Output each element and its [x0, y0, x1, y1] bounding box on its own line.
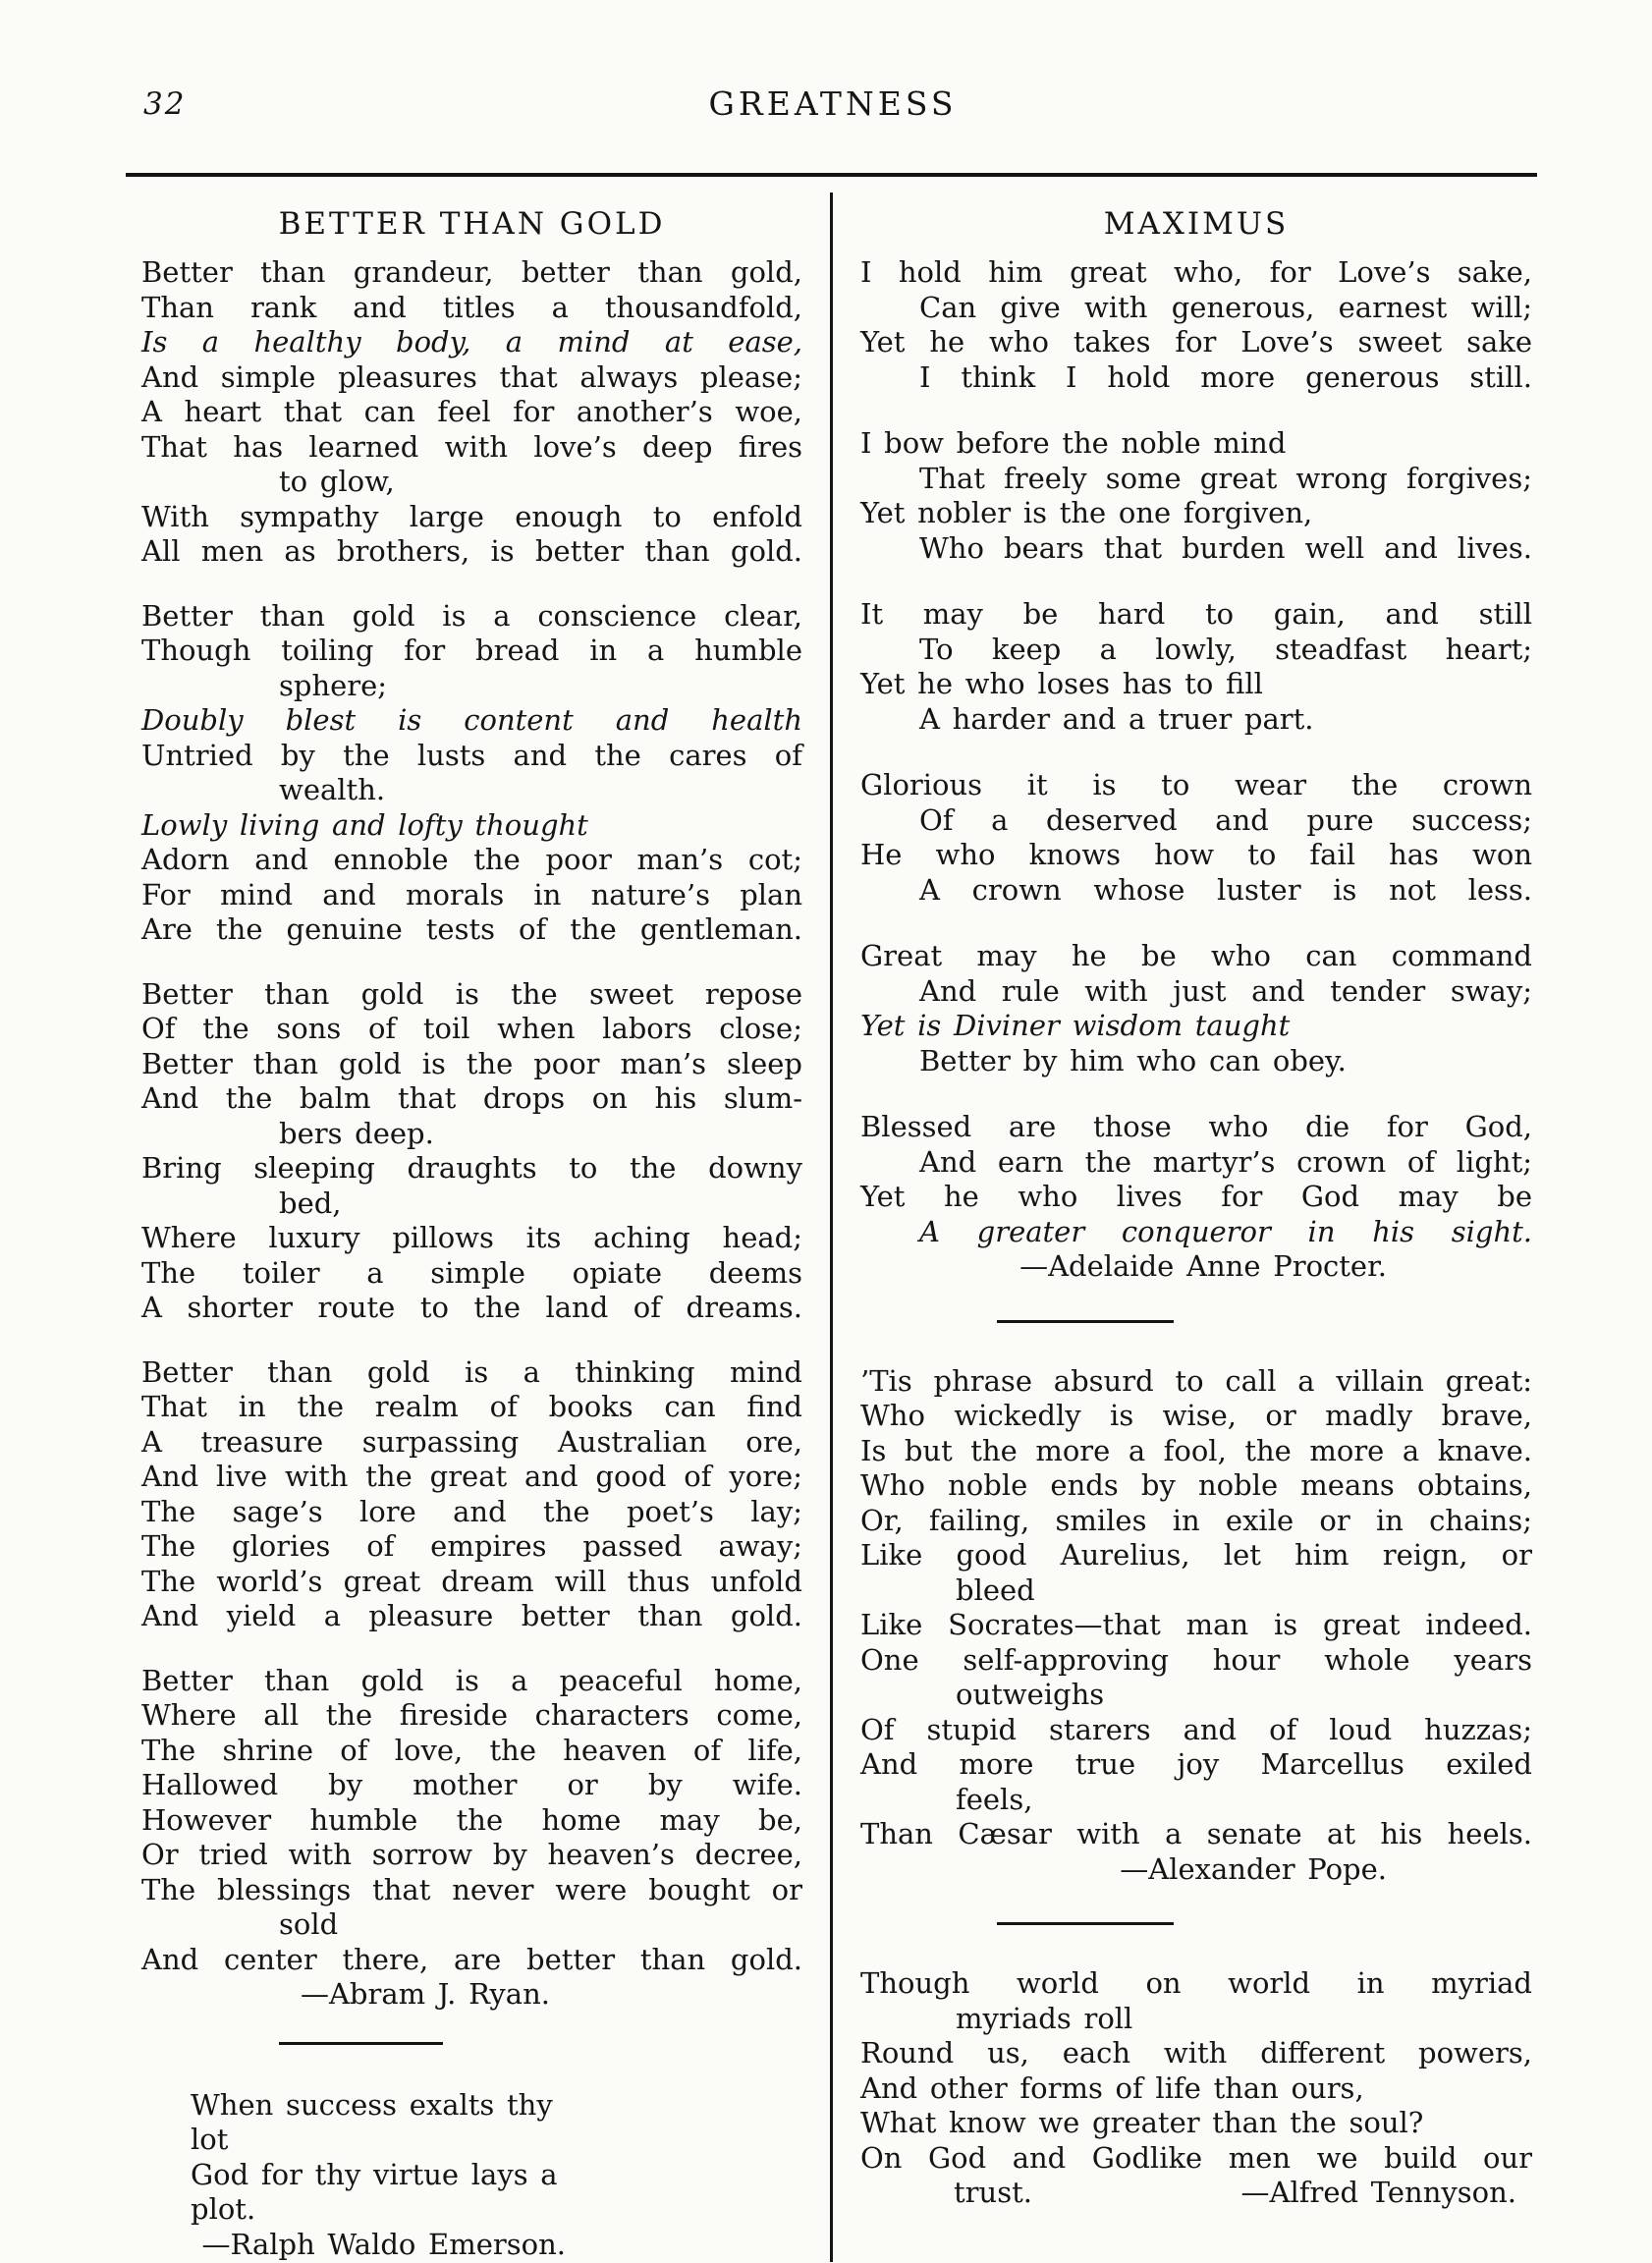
poem-line: Like good Aurelius, let him reign, or: [860, 1538, 1532, 1572]
stanza: [141, 1664, 802, 2013]
poem-line: Who bears that burden well and lives.: [919, 530, 1532, 565]
poem-line: Of a deserved and pure success;: [919, 802, 1532, 837]
poem-line: Than Cæsar with a senate at his heels.: [860, 1817, 1532, 1850]
tennyson-last-line: [860, 2176, 1532, 2211]
poem-line: Round us, each with different powers,: [860, 2036, 1532, 2070]
poem-line: And simple pleasures that always please;: [141, 359, 802, 394]
poem-line: A treasure surpassing Australian ore,: [141, 1424, 802, 1459]
poem-line: Better than gold is the poor man’s sleep: [141, 1046, 802, 1080]
poem-line: Hallowed by mother or by wife.: [141, 1768, 802, 1801]
poem-line: bed,: [279, 1186, 342, 1220]
poem-line: God for thy virtue lays a plot.: [191, 2157, 558, 2226]
poem-line: sphere;: [279, 668, 388, 702]
poem-line: Lowly living and lofty thought: [141, 807, 588, 842]
poem-line: Are the genuine tests of the gentleman.: [141, 912, 802, 946]
poem-line: I bow before the noble mind: [860, 426, 1287, 460]
page-number: 32: [143, 86, 187, 122]
poem-line: The blessings that never were bought or: [141, 1872, 802, 1906]
stanza: [860, 1110, 1532, 1285]
stanza: [141, 599, 802, 948]
poem-line: Who noble ends by noble means obtains,: [860, 1468, 1532, 1502]
poem-line: Yet nobler is the one forgiven,: [860, 496, 1313, 529]
attribution-line: —Adelaide Anne Procter.: [1019, 1249, 1387, 1283]
poem-line: And earn the martyr’s crown of light;: [919, 1144, 1532, 1179]
poem-line: However humble the home may be,: [141, 1802, 802, 1837]
poem-line: Better by him who can obey.: [919, 1043, 1347, 1077]
stanza: [141, 1355, 802, 1634]
poem-line: To keep a lowly, steadfast heart;: [919, 632, 1532, 666]
poem-line: wealth.: [279, 773, 386, 806]
poem-line: Is a healthy body, a mind at ease,: [141, 325, 802, 359]
poem-line: The toiler a simple opiate deems: [141, 1255, 802, 1290]
poem-line: It may be hard to gain, and still: [860, 597, 1532, 631]
poem-better-than-gold: [141, 255, 802, 2013]
poem-line: Bring sleeping draughts to the downy: [141, 1151, 802, 1185]
emerson-quote: [191, 2088, 566, 2263]
poem-line: And more true joy Marcellus exiled: [860, 1747, 1532, 1781]
poem-line: One self-approving hour whole years: [860, 1642, 1532, 1677]
poem-line: And live with the great and good of yore;: [141, 1460, 802, 1493]
poem-line: Yet he who loses has to fill: [860, 667, 1263, 700]
stanza: [860, 768, 1532, 908]
poem-line: The sage’s lore and the poet’s lay;: [141, 1494, 802, 1528]
poem-line: feels,: [956, 1782, 1033, 1816]
poem-line: Better than gold is a peaceful home,: [141, 1663, 802, 1697]
poem-line: A harder and a truer part.: [919, 701, 1314, 736]
poem-line: Yet he who lives for God may be: [860, 1180, 1532, 1213]
section-separator: [997, 1320, 1174, 1323]
poem-line: Yet he who takes for Love’s sweet sake: [860, 325, 1532, 359]
poem-line: Yet is Diviner wisdom taught: [860, 1009, 1291, 1042]
page-header: [128, 83, 1538, 143]
stanza: [860, 426, 1532, 566]
poem-line: Great may he be who can command: [860, 939, 1532, 972]
poem-line: to glow,: [279, 465, 395, 498]
poem-line: A crown whose luster is not less.: [919, 872, 1532, 907]
poem-line: Better than gold is a thinking mind: [141, 1354, 802, 1389]
poem-line: And the balm that drops on his slum-: [141, 1081, 802, 1115]
poem-line: ’Tis phrase absurd to call a villain great:: [860, 1363, 1532, 1398]
poem-line: Than rank and titles a thousandfold,: [141, 290, 802, 324]
poem-line: Of stupid starers and of loud huzzas;: [860, 1712, 1532, 1746]
poem-line: Though toiling for bread in a humble: [141, 634, 802, 667]
poem-line: Or tried with sorrow by heaven’s decree,: [141, 1838, 802, 1871]
poem-line: bers deep.: [279, 1116, 434, 1150]
header-rule: [126, 173, 1537, 177]
poem-line: Blessed are those who die for God,: [860, 1110, 1532, 1143]
running-head-title: GREATNESS: [708, 84, 958, 123]
poem-line: He who knows how to fail has won: [860, 838, 1532, 871]
two-column-layout: [128, 193, 1538, 2262]
poem-line: A heart that can feel for another’s woe,: [141, 395, 802, 428]
poem-line: That freely some great wrong forgives;: [919, 461, 1532, 495]
poem-line: Where all the fireside characters come,: [141, 1698, 802, 1732]
poem-line: Better than gold is the sweet repose: [141, 976, 802, 1011]
section-separator: [997, 1922, 1174, 1925]
tennyson-last-word: trust.: [954, 2176, 1032, 2209]
poem-line: Better than gold is a conscience clear,: [141, 598, 802, 633]
poem-line: All men as brothers, is better than gold.: [141, 534, 802, 568]
poem-line: And rule with just and tender sway;: [919, 973, 1532, 1008]
poem-line: myriads roll: [956, 2001, 1133, 2035]
attribution-line: —Ralph Waldo Emerson.: [201, 2227, 566, 2261]
poem-line: I hold him great who, for Love’s sake,: [860, 255, 1532, 289]
poem-line: Untried by the lusts and the cares of: [141, 738, 802, 772]
poem-line: For mind and morals in nature’s plan: [141, 877, 802, 911]
stanza: [141, 255, 802, 570]
poem-line: bleed: [956, 1573, 1035, 1607]
poem-title-maximus: MAXIMUS: [1103, 206, 1290, 242]
poem-maximus: [860, 255, 1532, 1285]
poem-line: Doubly blest is content and health: [141, 703, 802, 737]
poem-line: Like Socrates—that man is great indeed.: [860, 1608, 1532, 1641]
poem-line: The shrine of love, the heaven of life,: [141, 1733, 802, 1767]
section-separator: [279, 2042, 443, 2045]
poem-line: Better than grandeur, better than gold,: [141, 255, 802, 289]
poem-line: The glories of empires passed away;: [141, 1529, 802, 1563]
attribution-line: —Alexander Pope.: [1120, 1851, 1387, 1886]
left-column: [128, 193, 830, 2262]
poem-line: Where luxury pillows its aching head;: [141, 1221, 802, 1254]
poem-line: And yield a pleasure better than gold.: [141, 1599, 802, 1632]
stanza: [860, 255, 1532, 395]
stanza: [860, 939, 1532, 1078]
poem-line: Or, failing, smiles in exile or in chains;: [860, 1503, 1532, 1537]
stanza: [141, 977, 802, 1326]
poem-line: And other forms of life than ours,: [860, 2070, 1364, 2105]
tennyson-passage: [860, 1966, 1532, 2211]
poem-line: A greater conqueror in his sight.: [919, 1214, 1532, 1248]
poem-line: Can give with generous, earnest will;: [919, 290, 1532, 324]
poem-line: That has learned with love’s deep fires: [141, 429, 802, 464]
poem-line: When success exalts thy lot: [191, 2087, 553, 2156]
poem-line: sold: [279, 1907, 339, 1941]
poem-line: I think I hold more generous still.: [919, 359, 1532, 394]
poem-line: With sympathy large enough to enfold: [141, 499, 802, 533]
poem-line: Of the sons of toil when labors close;: [141, 1012, 802, 1045]
poem-line: What know we greater than the soul?: [860, 2106, 1424, 2139]
poem-line: A shorter route to the land of dreams.: [141, 1291, 802, 1324]
right-column: [833, 193, 1538, 2262]
poem-line: Glorious it is to wear the crown: [860, 768, 1532, 801]
poem-line: Who wickedly is wise, or madly brave,: [860, 1399, 1532, 1432]
poem-line: On God and Godlike men we build our: [860, 2140, 1532, 2175]
poem-line: The world’s great dream will thus unfold: [141, 1564, 802, 1598]
pope-passage: [860, 1364, 1532, 1888]
poem-title-better-than-gold: BETTER THAN GOLD: [278, 206, 666, 242]
poem-line: outweighs: [956, 1678, 1105, 1711]
poem-line: That in the realm of books can find: [141, 1390, 802, 1423]
poem-line: Adorn and ennoble the poor man’s cot;: [141, 843, 802, 876]
attribution-line: —Abram J. Ryan.: [300, 1977, 550, 2011]
poem-line: Is but the more a fool, the more a knave.: [860, 1433, 1532, 1467]
attribution-tennyson: —Alfred Tennyson.: [1240, 2176, 1516, 2209]
poem-line: Though world on world in myriad: [860, 1966, 1532, 2000]
poem-line: And center there, are better than gold.: [141, 1942, 802, 1976]
stanza: [860, 597, 1532, 737]
